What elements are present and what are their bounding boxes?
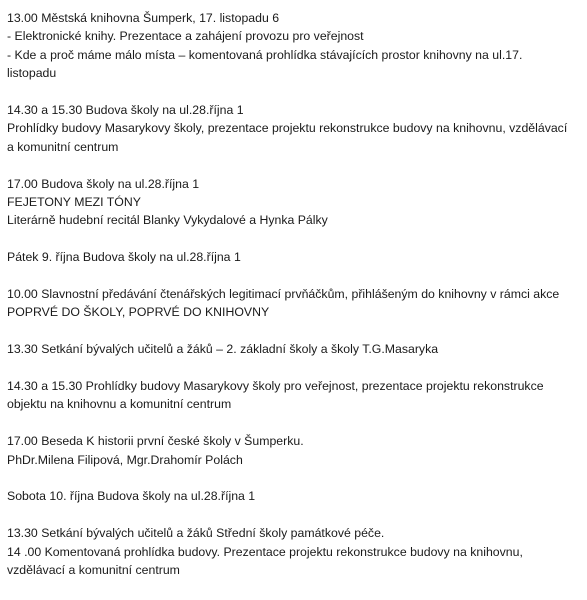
program-line: 13.00 Městská knihovna Šumperk, 17. listopadu 6 (7, 11, 280, 25)
day-heading: Sobota 10. října Budova školy na ul.28.října 1 (7, 489, 256, 504)
program-document (7, 9, 582, 598)
program-line: 10.00 Slavnostní předávání čtenářských legitimací prvňáčkům, přihlášeným do knihovny v rámci akce (7, 287, 560, 302)
program-line: objektu na knihovnu a komunitní centrum (7, 397, 232, 412)
program-line: POPRVÉ DO ŠKOLY, POPRVÉ DO KNIHOVNY (7, 305, 270, 320)
program-line: listopadu (7, 66, 57, 81)
program-line: FEJETONY MEZI TÓNY (7, 195, 141, 210)
program-line: vzdělávací a komunitní centrum (7, 563, 180, 578)
program-block (7, 175, 582, 230)
program-line: PhDr.Milena Filipová, Mgr.Drahomír Polách (7, 452, 243, 467)
program-line: 17.00 Budova školy na ul.28.října 1 (7, 176, 200, 191)
program-block (7, 377, 582, 414)
program-line: 17.00 Beseda K historii první české školy v Šumperku. (7, 434, 304, 449)
program-block (7, 432, 582, 469)
program-line: - Elektronické knihy. Prezentace a zahájení provozu pro veřejnost (7, 29, 364, 44)
program-block (7, 9, 582, 83)
day-heading-block (7, 248, 582, 266)
program-block (7, 285, 582, 322)
program-block (7, 340, 582, 358)
day-heading: Pátek 9. října Budova školy na ul.28.října 1 (7, 250, 241, 265)
program-line: 14.30 a 15.30 Budova školy na ul.28.října 1 (7, 103, 244, 118)
program-block (7, 101, 582, 156)
program-block (7, 524, 582, 579)
program-line: a komunitní centrum (7, 139, 119, 154)
program-line: Literárně hudební recitál Blanky Vykydalové a Hynka Pálky (7, 213, 328, 228)
program-line: 13.30 Setkání bývalých učitelů a žáků – 2. základní školy a školy T.G.Masaryka (7, 342, 439, 357)
program-line: 14.30 a 15.30 Prohlídky budovy Masarykovy školy pro veřejnost, prezentace projektu rekonstrukce (7, 379, 544, 394)
program-line: 14 .00 Komentovaná prohlídka budovy. Prezentace projektu rekonstrukce budovy na knihovnu, (7, 544, 523, 559)
program-line: Prohlídky budovy Masarykovy školy, prezentace projektu rekonstrukce budovy na knihovnu, vzdělávací (7, 121, 568, 136)
day-heading-block (7, 487, 582, 505)
program-line: 13.30 Setkání bývalých učitelů a žáků Střední školy památkové péče. (7, 526, 385, 541)
program-line: - Kde a proč máme málo místa – komentovaná prohlídka stávajících prostor knihovny na ul.17. (7, 47, 523, 62)
